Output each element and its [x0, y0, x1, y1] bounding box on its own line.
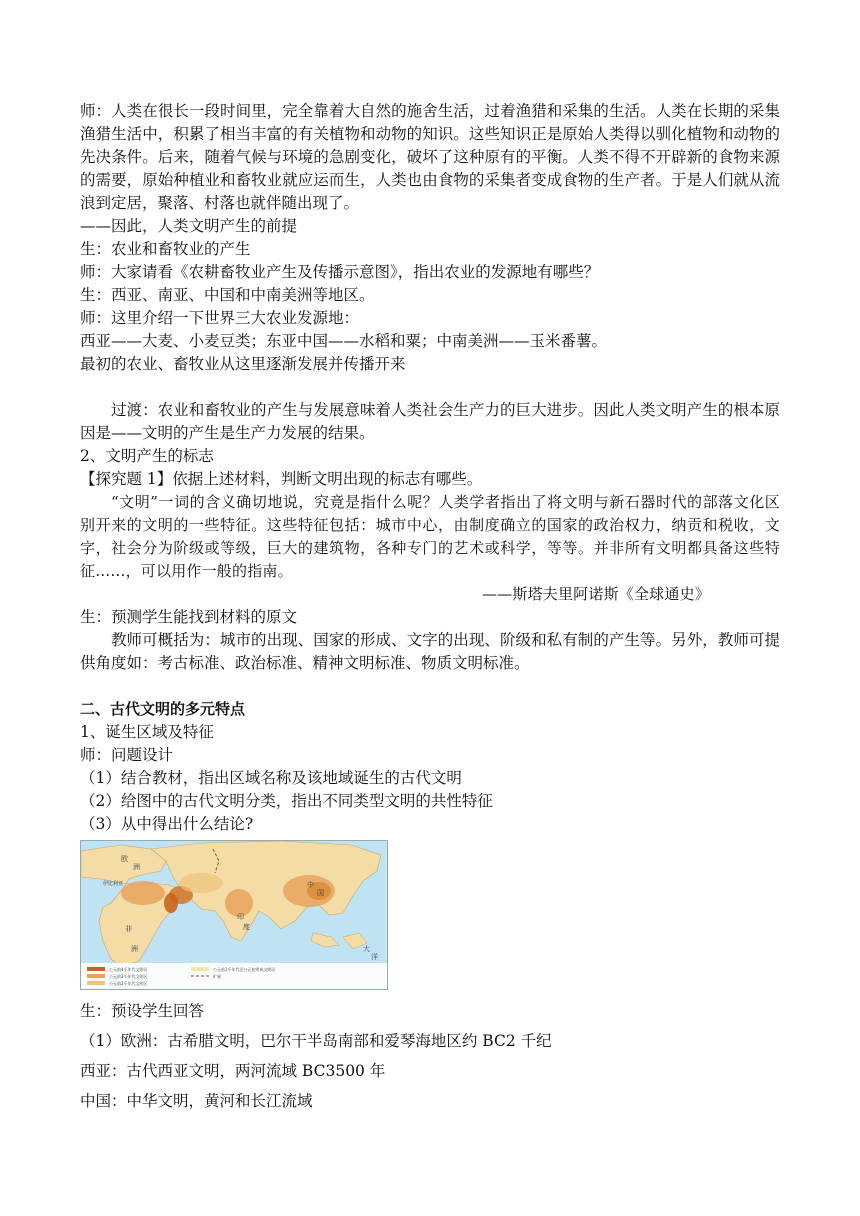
subheading-birth-regions: 1、诞生区域及特征	[80, 723, 214, 741]
answer-china: 中国：中华文明，黄河和长江流域	[80, 1092, 313, 1110]
question-2: （2）给图中的古代文明分类，指出不同类型文明的共性特征	[80, 792, 493, 810]
map-graphic	[81, 841, 387, 989]
student-answer-regions: 生：西亚、南亚、中国和中南美洲等地区。	[80, 286, 375, 304]
document-body	[80, 100, 780, 1116]
spread-line: 最初的农业、畜牧业从这里逐渐发展并传播开来	[80, 355, 406, 373]
student-answer-intro: 生：预设学生回答	[80, 1002, 205, 1020]
premise-line: ——因此，人类文明产生的前提	[80, 217, 298, 235]
map-label-africa-1: 非	[125, 925, 132, 933]
teacher-summary-paragraph: 教师可概括为：城市的出现、国家的形成、文字的出现、阶级和私有制的产生等。另外，教师可提供角度如：考古标准、政治标准、精神文明标准、物质文明标准。	[80, 631, 780, 672]
legend-item-4: 公元前1千年代至公元初形成文明区	[213, 967, 276, 972]
map-label-iberia: 伊比利亚	[103, 881, 124, 887]
transition-paragraph: 过渡：农业和畜牧业的产生与发展意味着人类社会生产力的巨大进步。因此人类文明产生的根本原因是——文明的产生是生产力发展的结果。	[80, 401, 780, 442]
map-label-china-2: 国	[317, 889, 324, 897]
map-label-ocean-1: 大	[363, 945, 370, 953]
map-label-china-1: 中	[307, 881, 314, 889]
map-label-europe-2: 洲	[133, 863, 140, 871]
map-label-ocean-2: 洋	[371, 953, 378, 961]
answer-west-asia: 西亚：古代西亚文明，两河流域 BC3500 年	[80, 1062, 386, 1080]
explore-question-1: 【探究题 1】依据上述材料，判断文明出现的标志有哪些。	[80, 470, 483, 488]
map-label-europe-1: 欧	[121, 855, 128, 863]
teacher-intro-origins: 师：这里介绍一下世界三大农业发源地：	[80, 309, 360, 327]
crop-origins-line: 西亚——大麦、小麦豆类；东亚中国——水稻和粟；中南美洲——玉米番薯。	[80, 332, 608, 350]
teacher-question-design: 师：问题设计	[80, 746, 174, 764]
quote-source: ——斯塔夫里阿诺斯《全球通史》	[481, 585, 710, 603]
spacer	[80, 675, 780, 698]
map-label-africa-2: 洲	[131, 945, 138, 953]
answer-europe: （1）欧洲：古希腊文明，巴尔干半岛南部和爱琴海地区约 BC2 千纪	[80, 1032, 552, 1050]
quote-paragraph: “文明”一词的含义确切地说，究竟是指什么呢？人类学者指出了将文明与新石器时代的部落文化区别开来的文明的一些特征。这些特征包括：城市中心，由制度确立的国家的政治权力，纳贡和税收，文字，社会分为阶级或等级，巨大的建筑物，各种专门的艺术或科学，等等。并非所有文明都具备这些特征……，可以用作一般的指南。	[80, 493, 780, 580]
legend-item-2: 公元前3千年代文明区	[109, 974, 148, 979]
map-label-india-2: 度	[243, 923, 250, 931]
section-heading-multicultural: 二、古代文明的多元特点	[80, 700, 246, 718]
question-3: （3）从中得出什么结论?	[80, 815, 254, 833]
spacer	[80, 376, 780, 399]
question-1: （1）结合教材，指出区域名称及该地域诞生的古代文明	[80, 769, 462, 787]
legend-item-5: 扩展	[213, 974, 221, 979]
map-label-india-1: 印	[237, 913, 244, 921]
student-predict-line: 生：预测学生能找到材料的原文	[80, 608, 298, 626]
teacher-intro-paragraph: 师：人类在很长一段时间里，完全靠着大自然的施舍生活，过着渔猎和采集的生活。人类在长期的采集渔猎生活中，积累了相当丰富的有关植物和动物的知识。这些知识正是原始人类得以驯化植物和动物的先决条件。后来，随着气候与环境的急剧变化，破坏了这种原有的平衡。人类不得不开辟新的食物来源的需要，原始种植业和畜牧业就应运而生，人类也由食物的采集者变成食物的生产者。于是人们就从流浪到定居，聚落、村落也就伴随出现了。	[80, 102, 780, 212]
legend-item-1: 公元前4千年代文明区	[109, 967, 148, 972]
ancient-civilizations-map	[80, 840, 388, 990]
teacher-question-map: 师：大家请看《农耕畜牧业产生及传播示意图》，指出农业的发源地有哪些？	[80, 263, 600, 281]
student-answer-agriculture: 生：农业和畜牧业的产生	[80, 240, 251, 258]
section-heading-signs: 2、文明产生的标志	[80, 447, 214, 465]
legend-item-3: 公元前2千年代文明区	[109, 981, 148, 986]
